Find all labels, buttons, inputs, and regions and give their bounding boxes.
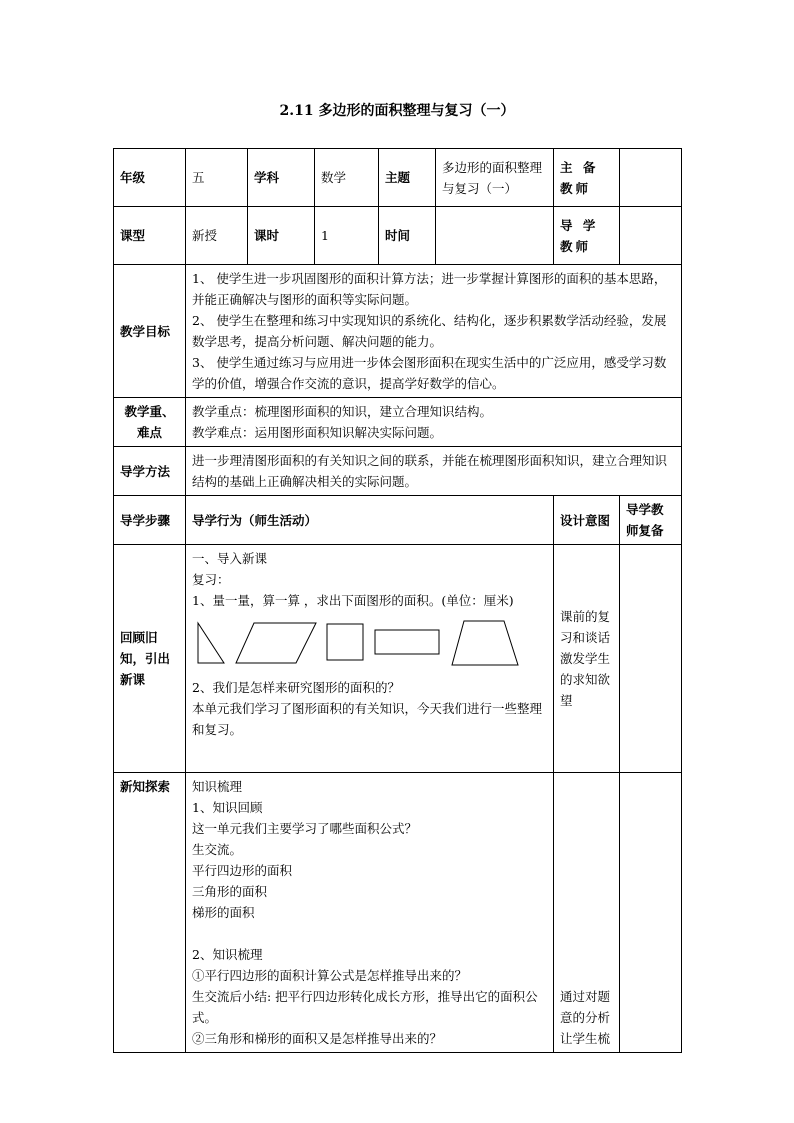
content-line: 1、量一量，算一算 ，求出下面图形的面积。(单位：厘米) xyxy=(192,593,514,608)
content-line: ①平行四边形的面积计算公式是怎样推导出来的？ xyxy=(192,968,468,983)
square-icon xyxy=(326,623,366,663)
trapezoid-icon xyxy=(450,619,520,667)
keypoints-row xyxy=(114,398,682,447)
goal-item: 2、 使学生在整理和练习中实现知识的系统化、结构化，逐步积累数学活动经验，发展数学思考，提高分析问题、解决问题的能力。 xyxy=(192,313,667,349)
explore-section-intent: 通过对题意的分析让学生梳 xyxy=(554,773,620,1053)
topic-label: 主题 xyxy=(379,149,436,207)
content-line: 生交流后小结: 把平行四边形转化成长方形，推导出它的面积公式。 xyxy=(192,989,538,1025)
explore-section-label: 新知探索 xyxy=(114,773,186,1053)
content-line: 生交流。 xyxy=(192,842,243,857)
content-line: 2、知识梳理 xyxy=(192,947,263,962)
lead-teacher-label: 主 备 教师 xyxy=(554,149,620,207)
content-line: 梯形的面积 xyxy=(192,905,255,920)
period-value: 1 xyxy=(315,207,379,265)
info-row-2 xyxy=(114,207,682,265)
time-value xyxy=(436,207,554,265)
lead-teacher-value xyxy=(620,149,682,207)
content-line: 1、知识回顾 xyxy=(192,800,263,815)
goals-content xyxy=(186,265,682,398)
prep-header: 导学教师复备 xyxy=(620,496,682,545)
content-line: 一、导入新课 xyxy=(192,551,268,566)
method-content: 进一步理清图形面积的有关知识之间的联系，并能在梳理图形面积知识，建立合理知识结构的基础上正确解决相关的实际问题。 xyxy=(186,447,682,496)
goal-item: 3、 使学生通过练习与应用进一步体会图形面积在现实生活中的广泛应用，感受学习数学的价值，增强合作交流的意识，提高学好数学的信心。 xyxy=(192,355,667,391)
method-row xyxy=(114,447,682,496)
lesson-plan-table xyxy=(113,148,682,1053)
parallelogram-icon xyxy=(234,621,318,665)
intent-header: 设计意图 xyxy=(554,496,620,545)
steps-header: 导学步骤 xyxy=(114,496,186,545)
lesson-type-value: 新授 xyxy=(186,207,248,265)
content-line: 本单元我们学习了图形面积的有关知识，今天我们进行一些整理和复习。 xyxy=(192,701,543,737)
review-section-label: 回顾旧知，引出新课 xyxy=(114,545,186,773)
page-title: 2.11 多边形的面积整理与复习（一） xyxy=(279,103,515,119)
content-line: 知识梳理 xyxy=(192,779,243,794)
subject-value: 数学 xyxy=(315,149,379,207)
info-row-1 xyxy=(114,149,682,207)
explore-section-content xyxy=(186,773,554,1053)
review-section-content xyxy=(186,545,554,773)
content-line: 复习： xyxy=(192,572,230,587)
grade-label: 年级 xyxy=(114,149,186,207)
difficult-point: 教学难点：运用图形面积知识解决实际问题。 xyxy=(192,425,443,440)
period-label: 课时 xyxy=(248,207,315,265)
rectangle-icon xyxy=(374,629,442,657)
content-line: 三角形的面积 xyxy=(192,884,268,899)
goals-label: 教学目标 xyxy=(114,265,186,398)
time-label: 时间 xyxy=(379,207,436,265)
explore-section-row xyxy=(114,773,682,1053)
key-point: 教学重点：梳理图形面积的知识，建立合理知识结构。 xyxy=(192,404,493,419)
review-section-prep xyxy=(620,545,682,773)
guide-teacher-label: 导 学 教师 xyxy=(554,207,620,265)
explore-section-prep xyxy=(620,773,682,1053)
review-section-row xyxy=(114,545,682,773)
goals-row xyxy=(114,265,682,398)
content-line: 平行四边形的面积 xyxy=(192,863,293,878)
content-line: 这一单元我们主要学习了哪些面积公式？ xyxy=(192,821,418,836)
steps-header-row xyxy=(114,496,682,545)
shape-figures xyxy=(192,611,547,677)
blank-line xyxy=(192,923,547,944)
keypoints-label: 教学重、难点 xyxy=(114,398,186,447)
grade-value: 五 xyxy=(186,149,248,207)
keypoints-content xyxy=(186,398,682,447)
content-line: 2、我们是怎样来研究图形的面积的？ xyxy=(192,680,400,695)
review-section-intent: 课前的复习和谈话激发学生的求知欲望 xyxy=(554,545,620,773)
goal-item: 1、 使学生进一步巩固图形的面积计算方法；进一步掌握计算图形的面积的基本思路，并能正确解决与图形的面积等实际问题。 xyxy=(192,271,667,307)
subject-label: 学科 xyxy=(248,149,315,207)
triangle-icon xyxy=(196,621,226,665)
lesson-type-label: 课型 xyxy=(114,207,186,265)
content-line: ②三角形和梯形的面积又是怎样推导出来的？ xyxy=(192,1031,443,1046)
method-label: 导学方法 xyxy=(114,447,186,496)
topic-value: 多边形的面积整理与复习（一） xyxy=(436,149,554,207)
actions-header: 导学行为（师生活动） xyxy=(186,496,554,545)
guide-teacher-value xyxy=(620,207,682,265)
